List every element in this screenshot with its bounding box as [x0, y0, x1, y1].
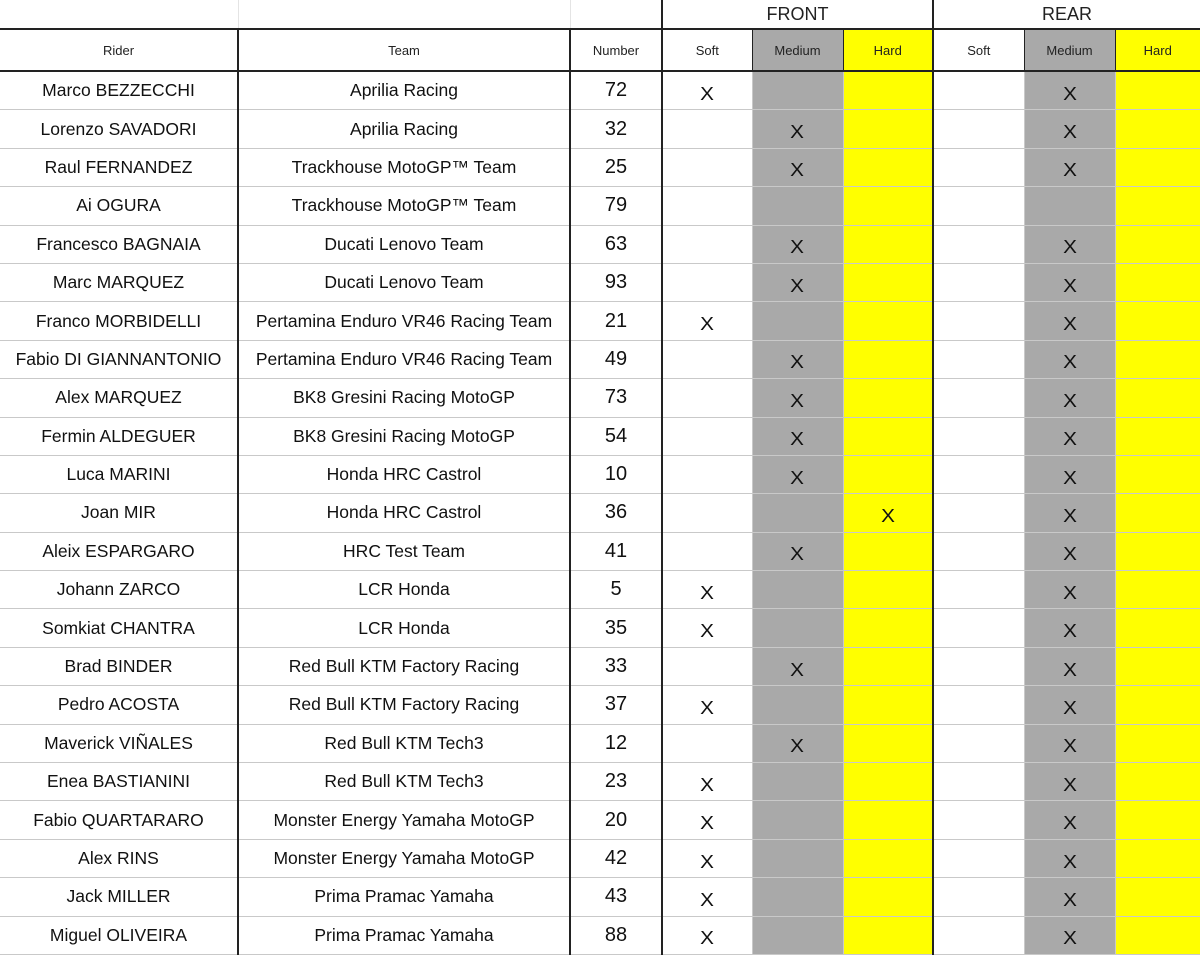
front-hard-cell[interactable] [843, 609, 933, 647]
team-cell[interactable]: HRC Test Team [238, 532, 570, 570]
selection-mark: X [1062, 429, 1077, 450]
table-row [0, 71, 1200, 110]
selection-mark: X [1062, 467, 1077, 488]
rear-soft-cell[interactable] [933, 225, 1024, 263]
rear-medium-cell[interactable] [1024, 110, 1115, 148]
rear-medium-cell[interactable] [1024, 379, 1115, 417]
team-cell[interactable]: LCR Honda [238, 571, 570, 609]
front-medium-cell[interactable] [752, 763, 843, 801]
rear-hard-cell[interactable] [1115, 263, 1200, 301]
team-cell[interactable]: Honda HRC Castrol [238, 494, 570, 532]
front-medium-cell[interactable] [752, 916, 843, 954]
front-soft-cell[interactable] [662, 878, 752, 916]
selection-mark: X [700, 928, 715, 949]
team-cell[interactable]: Red Bull KTM Tech3 [238, 724, 570, 762]
front-soft-cell[interactable] [662, 71, 752, 110]
number-cell[interactable]: 20 [570, 801, 662, 839]
empty-cell[interactable] [238, 0, 570, 29]
rear-medium-cell[interactable] [1024, 878, 1115, 916]
rear-medium-column-header[interactable]: Medium [1024, 29, 1115, 71]
number-cell[interactable]: 10 [570, 455, 662, 493]
rear-medium-cell[interactable] [1024, 532, 1115, 570]
rear-soft-cell[interactable] [933, 340, 1024, 378]
selection-mark: X [1062, 736, 1077, 757]
front-hard-cell[interactable] [843, 110, 933, 148]
rider-cell[interactable]: Alex MARQUEZ [0, 379, 238, 417]
team-column-header[interactable]: Team [238, 29, 570, 71]
rear-soft-cell[interactable] [933, 724, 1024, 762]
front-soft-cell[interactable] [662, 571, 752, 609]
rear-hard-cell[interactable] [1115, 686, 1200, 724]
rider-cell[interactable]: Jack MILLER [0, 878, 238, 916]
rear-hard-cell[interactable] [1115, 763, 1200, 801]
rear-medium-cell[interactable] [1024, 916, 1115, 954]
selection-mark: X [700, 314, 715, 335]
selection-mark: X [790, 429, 805, 450]
rear-soft-cell[interactable] [933, 110, 1024, 148]
rear-hard-cell[interactable] [1115, 647, 1200, 685]
column-header-row [0, 29, 1200, 71]
front-soft-cell[interactable] [662, 839, 752, 877]
rider-cell[interactable]: Johann ZARCO [0, 571, 238, 609]
selection-mark: X [700, 697, 715, 718]
front-hard-cell[interactable] [843, 379, 933, 417]
rider-cell[interactable]: Somkiat CHANTRA [0, 609, 238, 647]
team-cell[interactable]: Monster Energy Yamaha MotoGP [238, 801, 570, 839]
rider-cell[interactable]: Pedro ACOSTA [0, 686, 238, 724]
number-cell[interactable]: 5 [570, 571, 662, 609]
front-medium-cell[interactable] [752, 609, 843, 647]
selection-mark: X [700, 889, 715, 910]
team-cell[interactable]: Ducati Lenovo Team [238, 225, 570, 263]
rear-hard-cell[interactable] [1115, 801, 1200, 839]
rear-soft-cell[interactable] [933, 609, 1024, 647]
number-cell[interactable]: 93 [570, 263, 662, 301]
front-medium-cell[interactable] [752, 494, 843, 532]
rear-medium-cell[interactable] [1024, 148, 1115, 186]
number-cell[interactable]: 33 [570, 647, 662, 685]
rear-soft-cell[interactable] [933, 878, 1024, 916]
rear-hard-cell[interactable] [1115, 571, 1200, 609]
table-row [0, 263, 1200, 301]
rider-cell[interactable]: Franco MORBIDELLI [0, 302, 238, 340]
front-soft-cell[interactable] [662, 302, 752, 340]
selection-mark: X [1062, 314, 1077, 335]
team-cell[interactable]: BK8 Gresini Racing MotoGP [238, 417, 570, 455]
empty-cell[interactable] [0, 0, 238, 29]
front-hard-cell[interactable] [843, 916, 933, 954]
front-hard-cell[interactable] [843, 455, 933, 493]
number-cell[interactable]: 54 [570, 417, 662, 455]
rear-medium-cell[interactable] [1024, 724, 1115, 762]
table-row [0, 724, 1200, 762]
rider-cell[interactable]: Aleix ESPARGARO [0, 532, 238, 570]
number-cell[interactable]: 73 [570, 379, 662, 417]
rider-cell[interactable]: Joan MIR [0, 494, 238, 532]
table-row [0, 916, 1200, 954]
team-cell[interactable]: Pertamina Enduro VR46 Racing Team [238, 302, 570, 340]
rider-cell[interactable]: Alex RINS [0, 839, 238, 877]
selection-mark: X [1062, 544, 1077, 565]
rear-soft-cell[interactable] [933, 494, 1024, 532]
front-hard-cell[interactable] [843, 839, 933, 877]
number-cell[interactable]: 49 [570, 340, 662, 378]
front-soft-cell[interactable] [662, 801, 752, 839]
rear-hard-cell[interactable] [1115, 187, 1200, 225]
front-soft-cell[interactable] [662, 916, 752, 954]
rider-cell[interactable]: Francesco BAGNAIA [0, 225, 238, 263]
table-row [0, 686, 1200, 724]
group-header-row [0, 0, 1200, 29]
selection-mark: X [790, 122, 805, 143]
team-cell[interactable]: Red Bull KTM Tech3 [238, 763, 570, 801]
rider-column-header[interactable]: Rider [0, 29, 238, 71]
front-medium-cell[interactable] [752, 417, 843, 455]
front-hard-cell[interactable] [843, 647, 933, 685]
front-soft-cell[interactable] [662, 263, 752, 301]
table-row [0, 302, 1200, 340]
front-soft-column-header[interactable]: Soft [662, 29, 752, 71]
number-cell[interactable]: 72 [570, 71, 662, 110]
rider-cell[interactable]: Raul FERNANDEZ [0, 148, 238, 186]
selection-mark: X [790, 275, 805, 296]
number-cell[interactable]: 88 [570, 916, 662, 954]
front-hard-cell[interactable] [843, 571, 933, 609]
front-hard-column-header[interactable]: Hard [843, 29, 933, 71]
table-row [0, 763, 1200, 801]
rider-cell[interactable]: Fabio QUARTARARO [0, 801, 238, 839]
rear-soft-cell[interactable] [933, 571, 1024, 609]
selection-mark: X [790, 160, 805, 181]
rear-hard-cell[interactable] [1115, 379, 1200, 417]
front-medium-cell[interactable] [752, 878, 843, 916]
selection-mark: X [1062, 889, 1077, 910]
rear-medium-cell[interactable] [1024, 455, 1115, 493]
front-hard-cell[interactable] [843, 801, 933, 839]
number-cell[interactable]: 25 [570, 148, 662, 186]
front-soft-cell[interactable] [662, 647, 752, 685]
rear-medium-cell[interactable] [1024, 647, 1115, 685]
rear-medium-cell[interactable] [1024, 686, 1115, 724]
rear-hard-cell[interactable] [1115, 110, 1200, 148]
selection-mark: X [790, 467, 805, 488]
number-cell[interactable]: 63 [570, 225, 662, 263]
selection-mark: X [790, 390, 805, 411]
front-soft-cell[interactable] [662, 225, 752, 263]
table-row [0, 571, 1200, 609]
rear-group-header[interactable]: REAR [933, 0, 1200, 29]
front-soft-cell[interactable] [662, 110, 752, 148]
selection-mark: X [790, 659, 805, 680]
rear-hard-cell[interactable] [1115, 71, 1200, 110]
front-medium-cell[interactable] [752, 571, 843, 609]
front-soft-cell[interactable] [662, 417, 752, 455]
selection-mark: X [700, 851, 715, 872]
front-hard-cell[interactable] [843, 148, 933, 186]
rider-cell[interactable]: Ai OGURA [0, 187, 238, 225]
front-hard-cell[interactable] [843, 302, 933, 340]
front-medium-cell[interactable] [752, 302, 843, 340]
rider-cell[interactable]: Maverick VIÑALES [0, 724, 238, 762]
number-cell[interactable]: 41 [570, 532, 662, 570]
selection-mark: X [1062, 697, 1077, 718]
front-soft-cell[interactable] [662, 340, 752, 378]
rear-hard-cell[interactable] [1115, 878, 1200, 916]
selection-mark: X [1062, 160, 1077, 181]
rear-medium-cell[interactable] [1024, 263, 1115, 301]
rear-medium-cell[interactable] [1024, 494, 1115, 532]
table-row [0, 148, 1200, 186]
selection-mark: X [700, 774, 715, 795]
selection-mark: X [1062, 275, 1077, 296]
front-soft-cell[interactable] [662, 532, 752, 570]
rear-soft-cell[interactable] [933, 686, 1024, 724]
front-hard-cell[interactable] [843, 724, 933, 762]
number-cell[interactable]: 21 [570, 302, 662, 340]
rear-soft-cell[interactable] [933, 187, 1024, 225]
front-soft-cell[interactable] [662, 763, 752, 801]
rear-hard-cell[interactable] [1115, 916, 1200, 954]
rear-soft-cell[interactable] [933, 647, 1024, 685]
team-cell[interactable]: Ducati Lenovo Team [238, 263, 570, 301]
rear-hard-cell[interactable] [1115, 494, 1200, 532]
team-cell[interactable]: Trackhouse MotoGP™ Team [238, 148, 570, 186]
team-cell[interactable]: LCR Honda [238, 609, 570, 647]
rider-cell[interactable]: Fabio DI GIANNANTONIO [0, 340, 238, 378]
number-cell[interactable]: 36 [570, 494, 662, 532]
front-medium-cell[interactable] [752, 225, 843, 263]
table-row [0, 609, 1200, 647]
front-medium-cell[interactable] [752, 455, 843, 493]
rider-cell[interactable]: Brad BINDER [0, 647, 238, 685]
front-medium-cell[interactable] [752, 263, 843, 301]
front-soft-cell[interactable] [662, 379, 752, 417]
front-soft-cell[interactable] [662, 609, 752, 647]
table-row [0, 225, 1200, 263]
rear-hard-cell[interactable] [1115, 340, 1200, 378]
team-cell[interactable]: BK8 Gresini Racing MotoGP [238, 379, 570, 417]
rear-soft-cell[interactable] [933, 379, 1024, 417]
rear-soft-cell[interactable] [933, 302, 1024, 340]
front-medium-cell[interactable] [752, 110, 843, 148]
number-cell[interactable]: 35 [570, 609, 662, 647]
selection-mark: X [790, 736, 805, 757]
front-hard-cell[interactable] [843, 225, 933, 263]
rear-hard-cell[interactable] [1115, 839, 1200, 877]
front-hard-cell[interactable] [843, 417, 933, 455]
rear-soft-cell[interactable] [933, 417, 1024, 455]
front-hard-cell[interactable] [843, 187, 933, 225]
rider-cell[interactable]: Fermin ALDEGUER [0, 417, 238, 455]
rear-medium-cell[interactable] [1024, 187, 1115, 225]
front-group-header[interactable]: FRONT [662, 0, 933, 29]
selection-mark: X [1062, 352, 1077, 373]
selection-mark: X [1062, 851, 1077, 872]
rear-soft-cell[interactable] [933, 532, 1024, 570]
front-medium-cell[interactable] [752, 148, 843, 186]
table-row [0, 417, 1200, 455]
front-medium-cell[interactable] [752, 801, 843, 839]
table-row [0, 455, 1200, 493]
rear-hard-cell[interactable] [1115, 532, 1200, 570]
front-hard-cell[interactable] [843, 494, 933, 532]
table-row [0, 494, 1200, 532]
rear-hard-cell[interactable] [1115, 417, 1200, 455]
rear-medium-cell[interactable] [1024, 609, 1115, 647]
rear-hard-cell[interactable] [1115, 148, 1200, 186]
team-cell[interactable]: Trackhouse MotoGP™ Team [238, 187, 570, 225]
rider-cell[interactable]: Miguel OLIVEIRA [0, 916, 238, 954]
front-medium-cell[interactable] [752, 340, 843, 378]
table-row [0, 110, 1200, 148]
table-row [0, 801, 1200, 839]
rear-soft-cell[interactable] [933, 71, 1024, 110]
rear-hard-column-header[interactable]: Hard [1115, 29, 1200, 71]
selection-mark: X [700, 582, 715, 603]
rear-medium-cell[interactable] [1024, 571, 1115, 609]
front-medium-cell[interactable] [752, 839, 843, 877]
rider-cell[interactable]: Enea BASTIANINI [0, 763, 238, 801]
front-hard-cell[interactable] [843, 71, 933, 110]
rider-cell[interactable]: Marco BEZZECCHI [0, 71, 238, 110]
front-soft-cell[interactable] [662, 148, 752, 186]
front-hard-cell[interactable] [843, 340, 933, 378]
number-cell[interactable]: 43 [570, 878, 662, 916]
rear-soft-cell[interactable] [933, 263, 1024, 301]
empty-cell[interactable] [570, 0, 662, 29]
rear-medium-cell[interactable] [1024, 302, 1115, 340]
team-cell[interactable]: Prima Pramac Yamaha [238, 878, 570, 916]
rear-soft-cell[interactable] [933, 801, 1024, 839]
rear-medium-cell[interactable] [1024, 225, 1115, 263]
rear-medium-cell[interactable] [1024, 763, 1115, 801]
number-cell[interactable]: 79 [570, 187, 662, 225]
team-cell[interactable]: Monster Energy Yamaha MotoGP [238, 839, 570, 877]
rear-hard-cell[interactable] [1115, 302, 1200, 340]
front-hard-cell[interactable] [843, 686, 933, 724]
selection-mark: X [1062, 83, 1077, 104]
front-medium-cell[interactable] [752, 379, 843, 417]
selection-mark: X [1062, 774, 1077, 795]
table-row [0, 187, 1200, 225]
selection-mark: X [700, 621, 715, 642]
number-cell[interactable]: 32 [570, 110, 662, 148]
front-medium-cell[interactable] [752, 71, 843, 110]
selection-mark: X [1062, 582, 1077, 603]
table-row [0, 340, 1200, 378]
selection-mark: X [880, 505, 895, 526]
selection-mark: X [1062, 237, 1077, 258]
front-medium-cell[interactable] [752, 187, 843, 225]
table-row [0, 878, 1200, 916]
table-row [0, 839, 1200, 877]
team-cell[interactable]: Prima Pramac Yamaha [238, 916, 570, 954]
rear-soft-column-header[interactable]: Soft [933, 29, 1024, 71]
rear-medium-cell[interactable] [1024, 801, 1115, 839]
selection-mark: X [1062, 813, 1077, 834]
number-cell[interactable]: 37 [570, 686, 662, 724]
selection-mark: X [790, 237, 805, 258]
front-soft-cell[interactable] [662, 455, 752, 493]
front-medium-cell[interactable] [752, 686, 843, 724]
team-cell[interactable]: Aprilia Racing [238, 71, 570, 110]
number-cell[interactable]: 12 [570, 724, 662, 762]
team-cell[interactable]: Honda HRC Castrol [238, 455, 570, 493]
rear-medium-cell[interactable] [1024, 71, 1115, 110]
number-column-header[interactable]: Number [570, 29, 662, 71]
team-cell[interactable]: Red Bull KTM Factory Racing [238, 686, 570, 724]
rear-medium-cell[interactable] [1024, 340, 1115, 378]
rear-soft-cell[interactable] [933, 916, 1024, 954]
team-cell[interactable]: Pertamina Enduro VR46 Racing Team [238, 340, 570, 378]
selection-mark: X [790, 544, 805, 565]
rider-cell[interactable]: Lorenzo SAVADORI [0, 110, 238, 148]
rear-medium-cell[interactable] [1024, 417, 1115, 455]
rear-hard-cell[interactable] [1115, 609, 1200, 647]
front-hard-cell[interactable] [843, 263, 933, 301]
front-medium-cell[interactable] [752, 532, 843, 570]
front-soft-cell[interactable] [662, 686, 752, 724]
front-hard-cell[interactable] [843, 763, 933, 801]
front-hard-cell[interactable] [843, 532, 933, 570]
table-row [0, 647, 1200, 685]
front-medium-column-header[interactable]: Medium [752, 29, 843, 71]
selection-mark: X [1062, 505, 1077, 526]
rear-hard-cell[interactable] [1115, 225, 1200, 263]
front-medium-cell[interactable] [752, 647, 843, 685]
selection-mark: X [1062, 390, 1077, 411]
selection-mark: X [1062, 621, 1077, 642]
rear-hard-cell[interactable] [1115, 724, 1200, 762]
front-soft-cell[interactable] [662, 724, 752, 762]
selection-mark: X [700, 83, 715, 104]
selection-mark: X [1062, 928, 1077, 949]
rear-soft-cell[interactable] [933, 455, 1024, 493]
selection-mark: X [1062, 122, 1077, 143]
table-row [0, 532, 1200, 570]
team-cell[interactable]: Aprilia Racing [238, 110, 570, 148]
number-cell[interactable]: 23 [570, 763, 662, 801]
number-cell[interactable]: 42 [570, 839, 662, 877]
selection-mark: X [1062, 659, 1077, 680]
table-row [0, 379, 1200, 417]
front-soft-cell[interactable] [662, 187, 752, 225]
rider-cell[interactable]: Marc MARQUEZ [0, 263, 238, 301]
rear-medium-cell[interactable] [1024, 839, 1115, 877]
team-cell[interactable]: Red Bull KTM Factory Racing [238, 647, 570, 685]
front-hard-cell[interactable] [843, 878, 933, 916]
rear-soft-cell[interactable] [933, 148, 1024, 186]
rear-hard-cell[interactable] [1115, 455, 1200, 493]
front-medium-cell[interactable] [752, 724, 843, 762]
selection-mark: X [700, 813, 715, 834]
rear-soft-cell[interactable] [933, 763, 1024, 801]
rear-soft-cell[interactable] [933, 839, 1024, 877]
front-soft-cell[interactable] [662, 494, 752, 532]
rider-cell[interactable]: Luca MARINI [0, 455, 238, 493]
selection-mark: X [790, 352, 805, 373]
